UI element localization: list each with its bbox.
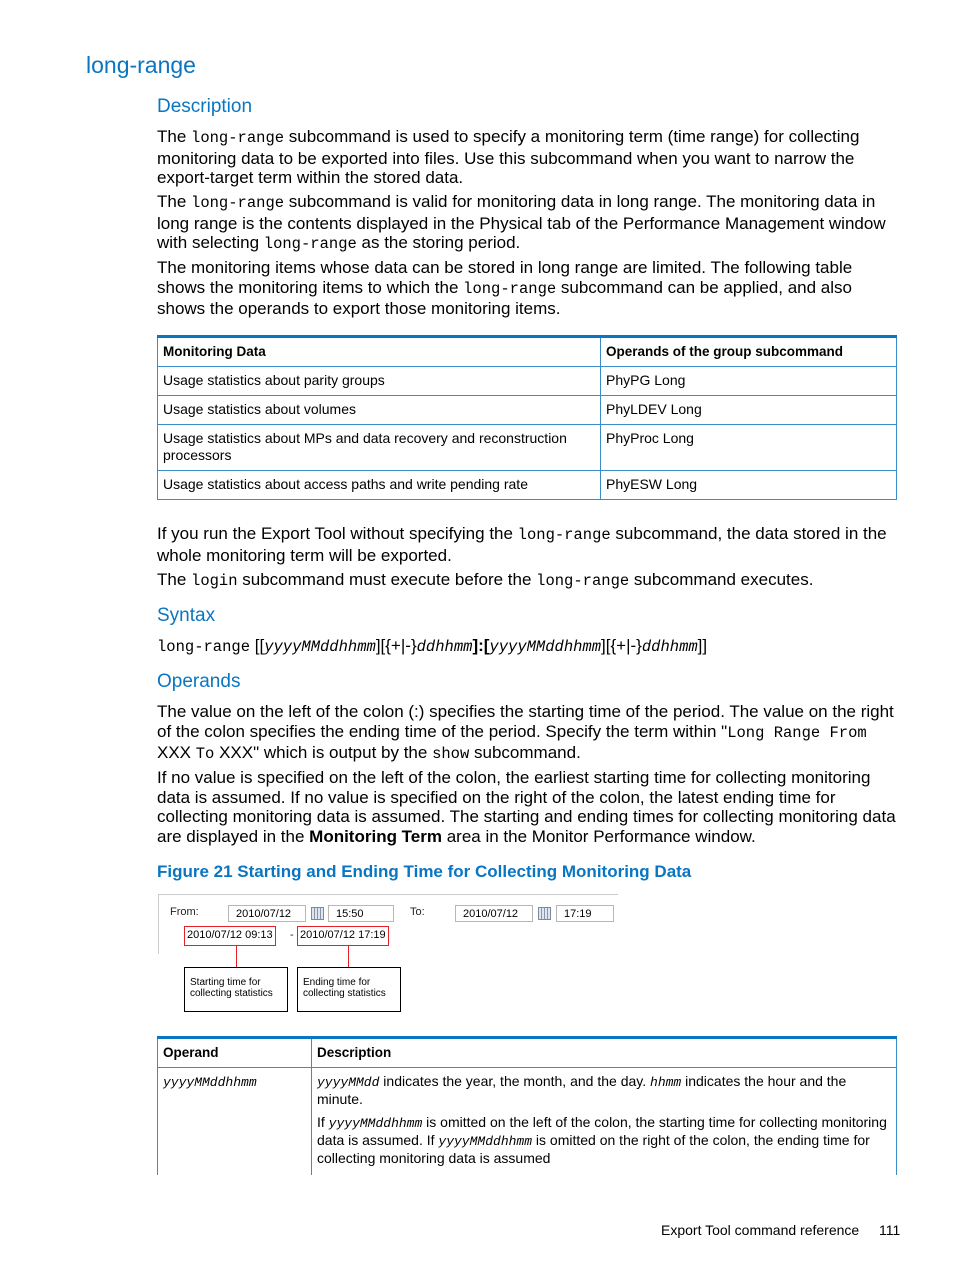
table-row xyxy=(158,1068,897,1176)
operands-paragraph-2: If no value is specified on the left of the colon, the earliest starting time for collecting monitoring data is assumed. If no value is specified on the right of the colon, the latest ending time for collecting monitoring data is assumed. The starting and ending times for collecting monitoring data are displayed in the Monitoring Term area in the Monitor Performance window. xyxy=(157,768,896,846)
syntax-line: long-range [[yyyyMMddhhmm][{+|-}ddhhmm]:[yyyyMMddhhmm][{+|-}ddhhmm]] xyxy=(157,636,708,656)
code-long-range: long-range xyxy=(191,194,285,212)
monitoring-term-figure xyxy=(158,894,618,1016)
syntax-heading: Syntax xyxy=(157,605,216,626)
code-long-range: long-range xyxy=(517,526,611,544)
table-cell: PhyProc Long xyxy=(601,425,897,471)
table-row xyxy=(158,367,897,396)
calendar-icon xyxy=(311,907,324,920)
code-long-range: long-range xyxy=(536,572,630,590)
table-row xyxy=(158,471,897,500)
column-header: Description xyxy=(312,1038,897,1068)
operand-description-2: If yyyyMMddhhmm is omitted on the left of the colon, the starting time for collecting monitoring data is assumed. If yyyyMMddhhmm is omitted on the right of the colon, the ending time for collecting monitoring data is assumed xyxy=(317,1114,887,1166)
to-date-field: 2010/07/12 xyxy=(455,905,533,922)
connector-line xyxy=(236,946,237,967)
table-cell: PhyESW Long xyxy=(601,471,897,500)
from-date-field: 2010/07/12 xyxy=(228,905,306,922)
to-label: To: xyxy=(410,906,425,918)
table-cell: yyyyMMddhhmm xyxy=(158,1068,312,1176)
footer-section: Export Tool command reference xyxy=(661,1222,860,1238)
calendar-icon xyxy=(538,907,551,920)
operands-paragraph-1: The value on the left of the colon (:) specifies the starting time of the period. The value on the right of the colon specifies the ending time of the period. Specify the term within "Long Range From XXX To XXX" which is output by the show subcommand. xyxy=(157,702,894,763)
figure-caption: Figure 21 Starting and Ending Time for Collecting Monitoring Data xyxy=(157,862,692,881)
table-cell: Usage statistics about access paths and write pending rate xyxy=(158,471,601,500)
description-paragraph-5: The login subcommand must execute before the long-range subcommand executes. xyxy=(157,570,814,590)
page-title: long-range xyxy=(86,52,196,78)
description-paragraph-1: The long-range subcommand is used to specify a monitoring term (time range) for collecting monitoring data to be exported into files. Use this subcommand when you want to narrow the export-target term within the stored data. xyxy=(157,127,860,187)
column-header: Operand xyxy=(158,1038,312,1068)
from-label: From: xyxy=(170,906,199,918)
page-number: 111 xyxy=(879,1222,901,1238)
table-row xyxy=(158,396,897,425)
monitoring-data-table xyxy=(157,335,897,500)
table-cell: PhyPG Long xyxy=(601,367,897,396)
stamp-separator: - xyxy=(290,929,294,941)
table-header-row xyxy=(158,1038,897,1068)
description-heading: Description xyxy=(157,96,253,117)
table-cell: PhyLDEV Long xyxy=(601,396,897,425)
description-paragraph-3: The monitoring items whose data can be stored in long range are limited. The following table shows the monitoring items to which the long-range subcommand can be applied, and also shows the operands to export those monitoring items. xyxy=(157,258,853,318)
operands-heading: Operands xyxy=(157,671,241,692)
description-paragraph-4: If you run the Export Tool without specifying the long-range subcommand, the data stored in the whole monitoring term will be exported. xyxy=(157,524,887,565)
description-paragraph-2: The long-range subcommand is valid for monitoring data in long range. The monitoring data in long range is the contents displayed in the Physical tab of the Performance Management window with selecting long-range as the storing period. xyxy=(157,192,886,253)
start-time-note: Starting time for collecting statistics xyxy=(184,967,288,1012)
start-time-stamp: 2010/07/12 09:13 xyxy=(184,926,276,946)
code-long-range: long-range xyxy=(263,235,357,253)
from-time-field: 15:50 xyxy=(328,905,394,922)
table-cell xyxy=(312,1068,897,1176)
end-time-note: Ending time for collecting statistics xyxy=(297,967,401,1012)
to-time-field: 17:19 xyxy=(556,905,614,922)
table-cell: Usage statistics about volumes xyxy=(158,396,601,425)
table-header-row xyxy=(158,337,897,367)
code-long-range: long-range xyxy=(463,279,557,298)
operand-table xyxy=(157,1036,897,1175)
table-cell: Usage statistics about MPs and data recovery and reconstruction processors xyxy=(158,425,601,471)
column-header: Operands of the group subcommand xyxy=(601,337,897,367)
column-header: Monitoring Data xyxy=(158,337,601,367)
table-cell: Usage statistics about parity groups xyxy=(158,367,601,396)
code-login: login xyxy=(191,572,238,590)
table-row xyxy=(158,425,897,471)
operand-description-1: yyyyMMdd indicates the year, the month, and the day. hhmm indicates the hour and the minute. xyxy=(317,1073,847,1107)
code-long-range: long-range xyxy=(191,129,285,147)
end-time-stamp: 2010/07/12 17:19 xyxy=(297,926,389,946)
connector-line xyxy=(348,946,349,967)
